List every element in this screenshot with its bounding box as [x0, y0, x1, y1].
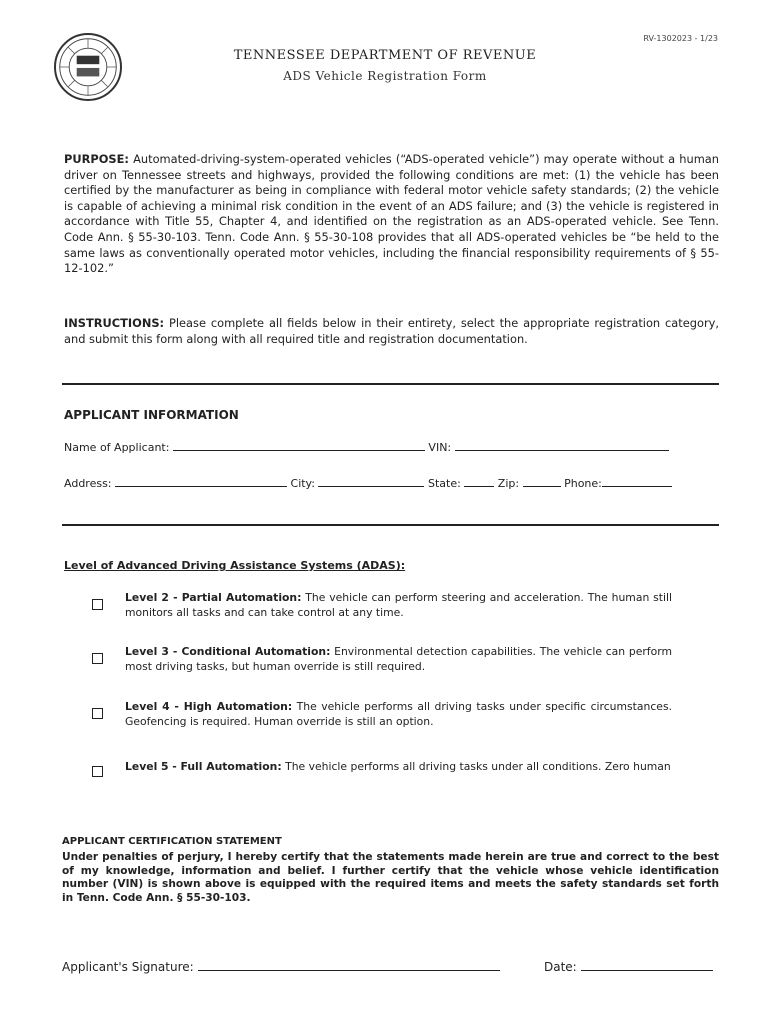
address-label: Address:	[64, 477, 116, 490]
level-3-name: Level 3 - Conditional Automation:	[125, 645, 331, 658]
level-4-checkbox[interactable]	[92, 708, 103, 719]
applicant-section-title: APPLICANT INFORMATION	[64, 408, 239, 422]
level-3-desc: Environmental detection capabilities. The vehicle can perform most driving tasks, but human override is still required.	[125, 645, 672, 673]
phone-field[interactable]	[602, 476, 672, 487]
name-label: Name of Applicant:	[64, 441, 173, 454]
divider-bottom	[62, 524, 719, 526]
divider-top	[62, 383, 719, 385]
city-label: City:	[287, 477, 319, 490]
level-3-checkbox[interactable]	[92, 653, 103, 664]
state-seal	[54, 33, 122, 101]
level-4-item	[125, 700, 672, 729]
address-field[interactable]	[115, 476, 287, 487]
date-field[interactable]	[581, 960, 713, 971]
certification-title: APPLICANT CERTIFICATION STATEMENT	[62, 836, 282, 847]
level-2-desc: The vehicle can perform steering and acceleration. The human still monitors all tasks and can take control at any time.	[125, 591, 672, 619]
date-row	[544, 960, 713, 974]
state-label: State:	[424, 477, 465, 490]
level-4-name: Level 4 - High Automation:	[125, 700, 293, 713]
level-2-item	[125, 591, 672, 620]
purpose-paragraph	[64, 152, 719, 277]
vin-field[interactable]	[455, 440, 669, 451]
name-field[interactable]	[173, 440, 425, 451]
level-2-checkbox[interactable]	[92, 599, 103, 610]
level-5-name: Level 5 - Full Automation:	[125, 760, 282, 773]
purpose-label: PURPOSE:	[64, 152, 129, 166]
signature-field[interactable]	[198, 960, 500, 971]
signature-row	[62, 960, 500, 974]
state-field[interactable]	[464, 476, 494, 487]
level-5-desc: The vehicle performs all driving tasks under all conditions. Zero human	[281, 760, 671, 773]
instructions-paragraph	[64, 316, 719, 347]
vin-label: VIN:	[424, 441, 455, 454]
address-row	[64, 476, 672, 490]
level-5-checkbox[interactable]	[92, 766, 103, 777]
instructions-label: INSTRUCTIONS:	[64, 316, 165, 330]
level-5-item	[125, 760, 672, 775]
date-label: Date:	[544, 960, 581, 974]
zip-field[interactable]	[523, 476, 561, 487]
certification-body: Under penalties of perjury, I hereby certify that the statements made herein are true and correct to the best of my knowledge, information and belief. I further certify that the vehicle whose vehicle identification number (VIN) is shown above is equipped with the required items and meets the safety standards set forth in Tenn. Code Ann. § 55-30-103.	[62, 851, 719, 904]
name-vin-row	[64, 440, 669, 454]
city-field[interactable]	[318, 476, 424, 487]
level-4-desc: The vehicle performs all driving tasks under specific circumstances. Geofencing is required. Human override is still an option.	[125, 700, 672, 728]
instructions-text: Please complete all fields below in their entirety, select the appropriate registration category, and submit this form along with all required title and registration documentation.	[64, 316, 719, 346]
level-2-name: Level 2 - Partial Automation:	[125, 591, 302, 604]
signature-label: Applicant's Signature:	[62, 960, 198, 974]
zip-label: Zip:	[494, 477, 523, 490]
form-subtitle: ADS Vehicle Registration Form	[283, 69, 487, 83]
adas-title: Level of Advanced Driving Assistance Systems (ADAS):	[64, 559, 406, 572]
phone-label: Phone:	[560, 477, 602, 490]
level-3-item	[125, 645, 672, 674]
purpose-text: Automated-driving-system-operated vehicles (“ADS-operated vehicle”) may operate without a human driver on Tennessee streets and highways, provided the following conditions are met: (1) the vehicle has been certified by the manufacturer as being in compliance with federal motor vehicle safety standards; (2) the vehicle is capable of achieving a minimal risk condition in the event of an ADS failure; and (3) the vehicle is registered in accordance with Title 55, Chapter 4, and identified on the registration as an ADS-operated vehicle. See Tenn. Code Ann. § 55-30-103. Tenn. Code Ann. § 55-30-108 provides that all ADS-operated vehicles be “be held to the same laws as conventionally operated motor vehicles, including the financial responsibility requirements of § 55-12-102.”	[64, 152, 719, 276]
form-id: RV-1302023 - 1/23	[643, 34, 718, 43]
department-title: TENNESSEE DEPARTMENT OF REVENUE	[233, 48, 537, 63]
